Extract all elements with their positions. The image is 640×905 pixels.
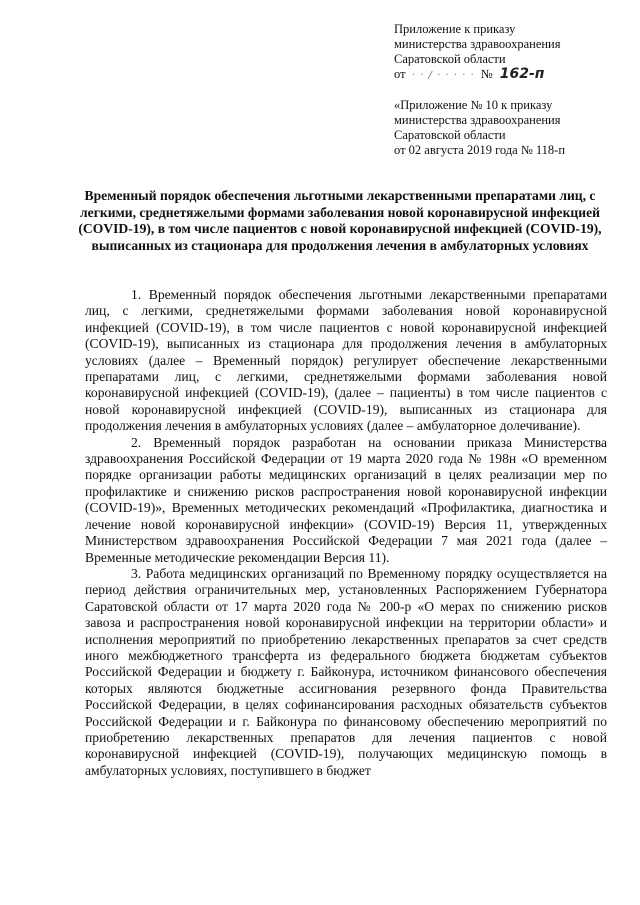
paragraph-3: 3. Работа медицинских организаций по Временному порядку осуществляется на период действия ограничительных мер, установленных Распоряжением Губернатора Саратовской области от 17 марта 2020 года № 200-р «О мерах по снижению рисков завоза и распространения новой коронавирусной инфекции на территории области» и исполнения мероприятий по приобретению лекарственных препаратов за счет средств иного межбюджетного трансферта из федерального бюджета бюджетам субъектов Российской Федерации и бюджету г. Байконура, источником финансового обеспечения которых являются бюджетные ассигнования резервного фонда Правительства Российской Федерации, в целях софинансирования расходных обязательств субъектов Российской Федерации и г. Байконура по финансовому обеспечению мероприятий по приобретению лекарственных препаратов для лечения пациентов с новой коронавирусной инфекцией (COVID-19), получающих медицинскую помощь в амбулаторных условиях, поступившего в бюджет (85, 565, 607, 778)
previous-appendix-line3: Саратовской области (394, 128, 506, 142)
document-body (85, 287, 607, 779)
appendix-date-line (394, 67, 624, 83)
previous-appendix-line2: министерства здравоохранения (394, 113, 561, 127)
handwritten-number: 162-п (499, 66, 545, 82)
paragraph-1: 1. Временный порядок обеспечения льготными лекарственными препаратами лиц, с легкими, среднетяжелыми формами заболевания новой коронавирусной инфекцией (COVID-19), в том числе пациентов с новой коронавирусной инфекцией (COVID-19), выписанных из стационара для продолжения лечения в амбулаторных условиях (далее – Временный порядок) регулирует обеспечение лекарственными препаратами лиц, с легкими, среднетяжелыми формами заболевания новой коронавирусной инфекцией (COVID-19), (далее – пациенты) в том числе пациентов с новой коронавирусной инфекцией (COVID-19), выписанных из стационара для продолжения лечения в амбулаторных условиях (далее – амбулаторное долечивание). (85, 287, 607, 434)
handwritten-date: · · / · · · · · (411, 70, 475, 81)
previous-appendix-line4: от 02 августа 2019 года № 118-п (394, 143, 566, 157)
number-prefix: № (480, 67, 493, 81)
appendix-header (394, 22, 624, 83)
date-prefix: от (394, 67, 406, 81)
paragraph-2: 2. Временный порядок разработан на основании приказа Министерства здравоохранения Российской Федерации от 19 марта 2020 года № 198н «О временном порядке организации работы медицинских организаций в целях реализации мер по профилактике и снижению рисков распространения новой коронавирусной инфекции (COVID-19)», Временных методических рекомендаций «Профилактика, диагностика и лечение новой коронавирусной инфекции» (COVID-19) Версия 11, утвержденных Министерством здравоохранения Российской Федерации 7 мая 2021 года (далее – Временные методические рекомендации Версия 11). (85, 434, 607, 565)
previous-appendix-header (394, 98, 624, 158)
previous-appendix-line1: «Приложение № 10 к приказу (394, 98, 553, 112)
appendix-header-line3: Саратовской области (394, 52, 506, 66)
appendix-header-line2: министерства здравоохранения (394, 37, 561, 51)
document-title: Временный порядок обеспечения льготными лекарственными препаратами лиц, с легкими, среднетяжелыми формами заболевания новой коронавирусной инфекцией (COVID-19), в том числе пациентов с новой коронавирусной инфекцией (COVID-19), выписанных из стационара для продолжения лечения в амбулаторных условиях (78, 188, 602, 253)
appendix-header-line1: Приложение к приказу (394, 22, 516, 36)
